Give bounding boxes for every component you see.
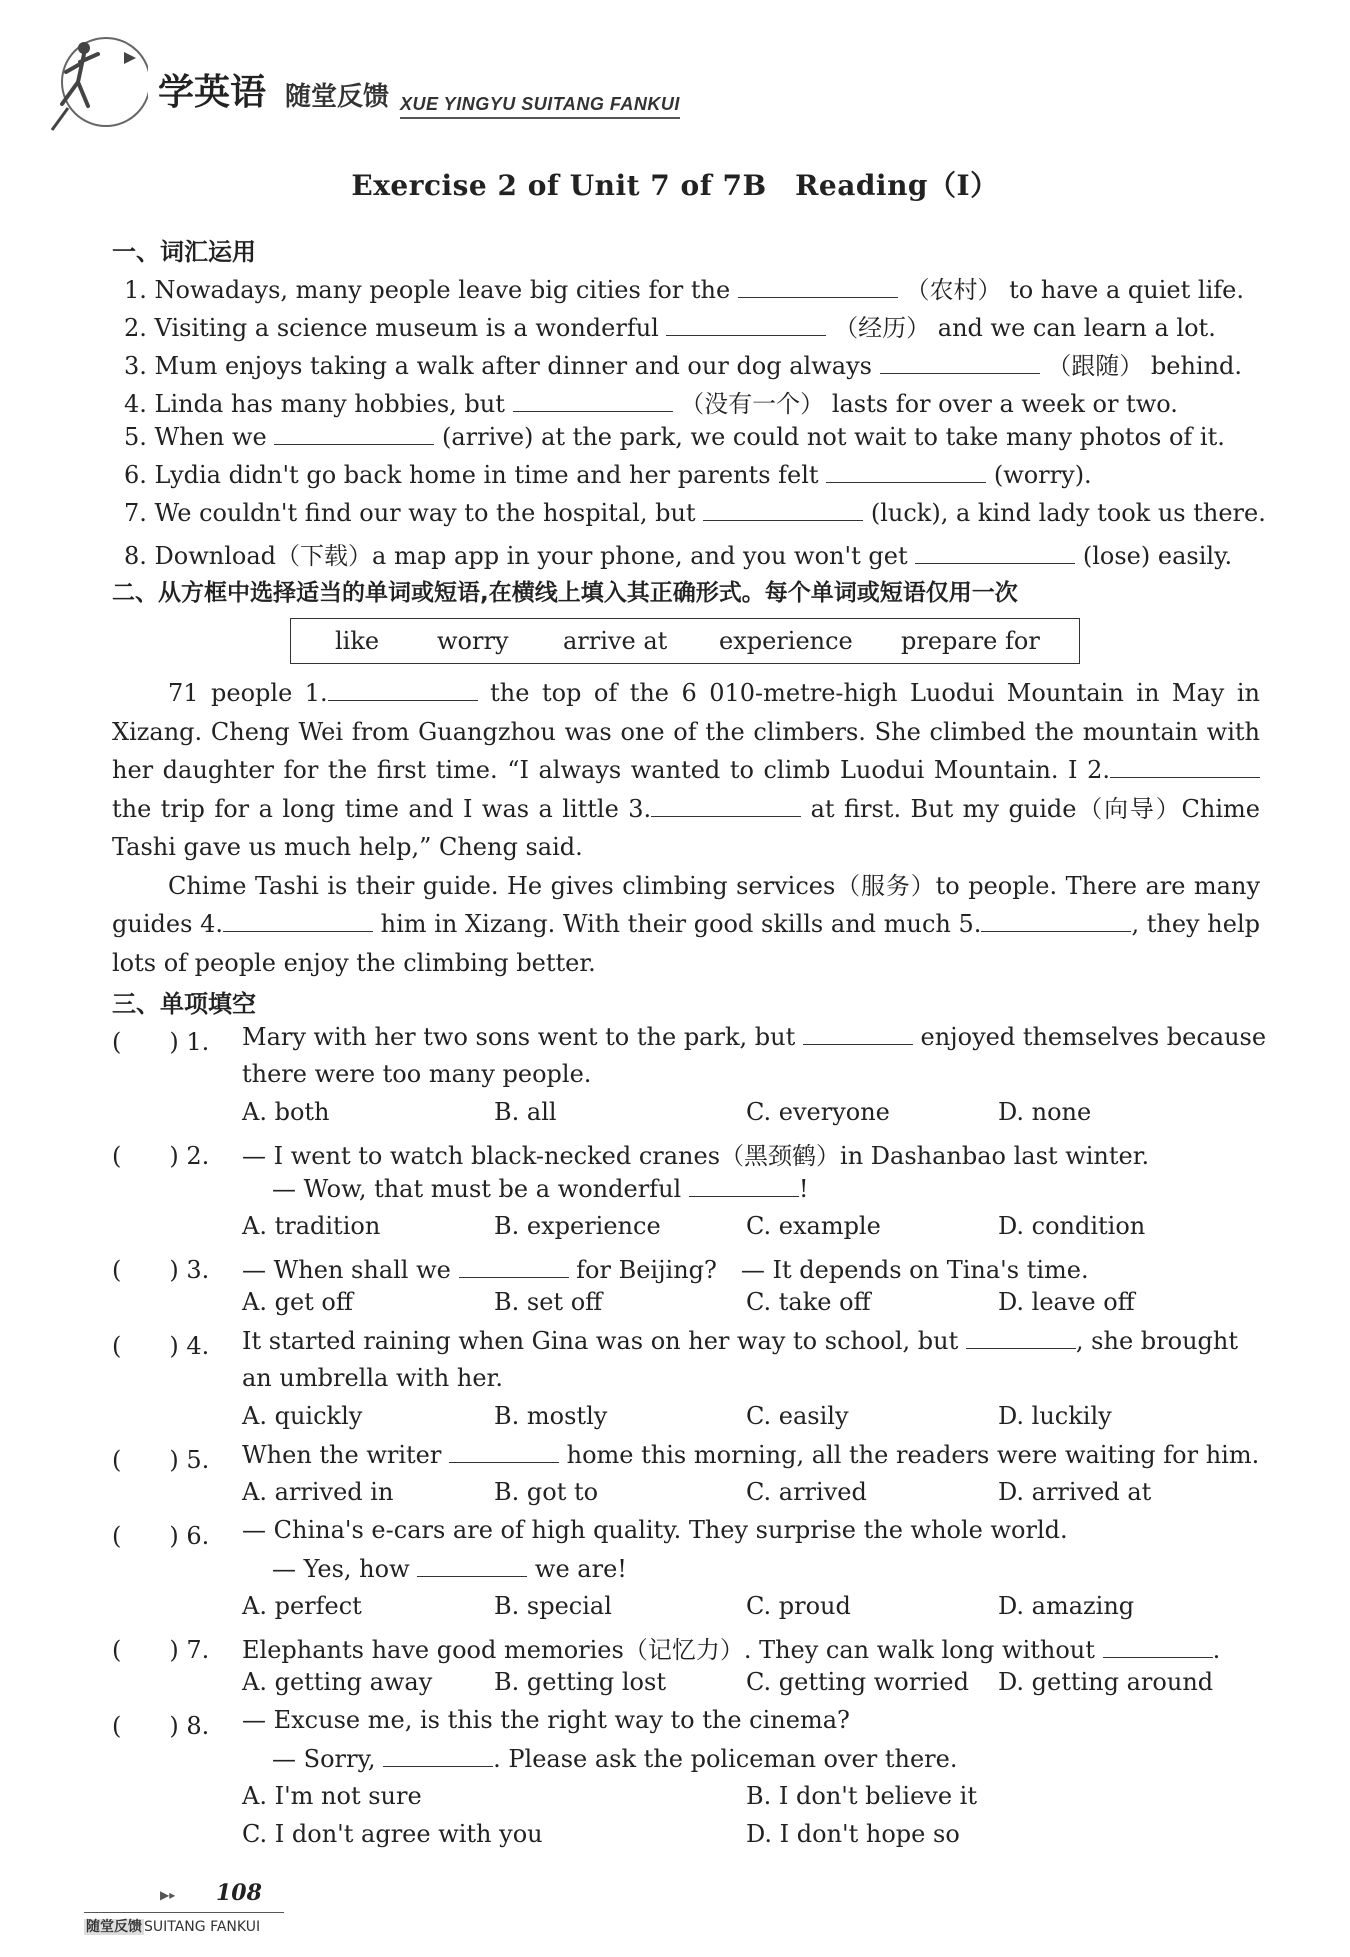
answer-blank[interactable] [981, 909, 1131, 932]
option-b[interactable]: B. all [494, 1098, 557, 1126]
option-a[interactable]: A. I'm not sure [242, 1782, 422, 1810]
section1-heading: 一、词汇运用 [112, 238, 256, 266]
answer-blank[interactable] [328, 678, 478, 701]
option-d[interactable]: D. none [998, 1098, 1092, 1126]
option-c[interactable]: C. proud [746, 1592, 851, 1620]
vocab-item-4: 4. Linda has many hobbies, but （没有一个） lasts for over a week or two. [124, 390, 1178, 418]
answer-blank[interactable] [513, 389, 673, 412]
option-c[interactable]: C. arrived [746, 1478, 867, 1506]
option-c[interactable]: C. I don't agree with you [242, 1820, 543, 1848]
answer-blank[interactable] [223, 909, 373, 932]
answer-blank[interactable] [417, 1554, 527, 1577]
answer-blank[interactable] [1103, 1635, 1213, 1658]
option-c[interactable]: C. getting worried [746, 1668, 969, 1696]
vocab-item-3: 3. Mum enjoys taking a walk after dinner and our dog always （跟随） behind. [124, 352, 1243, 380]
word-option: worry [437, 627, 509, 655]
answer-blank[interactable] [449, 1440, 559, 1463]
page-number: 108 [216, 1880, 262, 1906]
answer-blank[interactable] [880, 351, 1040, 374]
footer-label: 随堂反馈 SUITANG FANKUI [86, 1919, 261, 1935]
answer-blank[interactable] [383, 1744, 493, 1767]
word-box [290, 618, 1080, 664]
option-b[interactable]: B. set off [494, 1288, 603, 1316]
word-option: arrive at [563, 627, 668, 655]
section2-heading: 二、从方框中选择适当的单词或短语,在横线上填入其正确形式。每个单词或短语仅用一次 [112, 580, 1018, 606]
answer-blank[interactable] [966, 1326, 1076, 1349]
answer-blank[interactable] [459, 1255, 569, 1278]
header [40, 28, 680, 138]
answer-blank[interactable] [803, 1022, 913, 1045]
word-option: like [335, 627, 380, 655]
vocab-item-6: 6. Lydia didn't go back home in time and her parents felt (worry). [124, 461, 1092, 489]
option-c[interactable]: C. easily [746, 1402, 849, 1430]
page-title: Exercise 2 of Unit 7 of 7B Reading（Ⅰ） [351, 169, 999, 202]
option-c[interactable]: C. everyone [746, 1098, 890, 1126]
answer-blank[interactable] [689, 1174, 799, 1197]
answer-blank[interactable] [826, 460, 986, 483]
vocab-item-5: 5. When we (arrive) at the park, we could not wait to take many photos of it. [124, 423, 1225, 451]
section3-heading: 三、单项填空 [112, 990, 256, 1018]
brand-subtitle: 随堂反馈 [285, 82, 390, 112]
option-c[interactable]: C. example [746, 1212, 881, 1240]
answer-blank[interactable] [651, 794, 801, 817]
brand-title: 学英语 [158, 72, 267, 113]
word-option: prepare for [901, 627, 1040, 655]
option-b[interactable]: B. experience [494, 1212, 661, 1240]
brand-pinyin: XUE YINGYU SUITANG FANKUI [400, 94, 680, 119]
option-a[interactable]: A. quickly [242, 1402, 363, 1430]
climber-logo-icon [48, 34, 148, 134]
option-c[interactable]: C. take off [746, 1288, 871, 1316]
option-a[interactable]: A. both [242, 1098, 330, 1126]
option-d[interactable]: D. arrived at [998, 1478, 1152, 1506]
option-b[interactable]: B. got to [494, 1478, 599, 1506]
option-d[interactable]: D. amazing [998, 1592, 1135, 1620]
option-d[interactable]: D. I don't hope so [746, 1820, 960, 1848]
option-b[interactable]: B. getting lost [494, 1668, 666, 1696]
answer-blank[interactable] [738, 275, 898, 298]
option-d[interactable]: D. condition [998, 1212, 1146, 1240]
option-b[interactable]: B. mostly [494, 1402, 608, 1430]
passage [112, 674, 1260, 982]
answer-blank[interactable] [915, 541, 1075, 564]
passage-paragraph-2: Chime Tashi is their guide. He gives climbing services（服务）to people. There are many guides 4. him in Xizang. With their good skills and much 5. , they help lots of people enjoy the climbing better. [112, 871, 1260, 977]
word-option: experience [719, 627, 853, 655]
vocab-item-1: 1. Nowadays, many people leave big cities for the （农村） to have a quiet life. [124, 276, 1244, 304]
option-a[interactable]: A. perfect [242, 1592, 362, 1620]
answer-blank[interactable] [703, 498, 863, 521]
option-d[interactable]: D. luckily [998, 1402, 1112, 1430]
page-arrow-icon: ▶▸ [160, 1888, 176, 1902]
answer-blank[interactable] [666, 313, 826, 336]
option-a[interactable]: A. tradition [242, 1212, 381, 1240]
vocab-item-8: 8. Download（下载）a map app in your phone, and you won't get (lose) easily. [124, 542, 1233, 570]
option-a[interactable]: A. getting away [242, 1668, 433, 1696]
answer-blank[interactable] [274, 422, 434, 445]
option-d[interactable]: D. leave off [998, 1288, 1135, 1316]
option-b[interactable]: B. I don't believe it [746, 1782, 977, 1810]
option-d[interactable]: D. getting around [998, 1668, 1214, 1696]
answer-blank[interactable] [1110, 755, 1260, 778]
option-a[interactable]: A. arrived in [242, 1478, 394, 1506]
vocab-item-2: 2. Visiting a science museum is a wonderful （经历） and we can learn a lot. [124, 314, 1216, 342]
footer-divider [84, 1912, 284, 1913]
option-a[interactable]: A. get off [242, 1288, 353, 1316]
option-b[interactable]: B. special [494, 1592, 612, 1620]
vocab-item-7: 7. We couldn't find our way to the hospital, but (luck), a kind lady took us there. [124, 499, 1266, 527]
passage-paragraph-1: 71 people 1. the top of the 6 010-metre-high Luodui Mountain in May in Xizang. Cheng Wei from Guangzhou was one of the climbers. She climbed the mountain with her daughter for the first time. “I always wanted to climb Luodui Mountain. I 2. the trip for a long time and I was a little 3. at first. But my guide（向导）Chime Tashi gave us much help,” Cheng said. [112, 679, 1261, 861]
